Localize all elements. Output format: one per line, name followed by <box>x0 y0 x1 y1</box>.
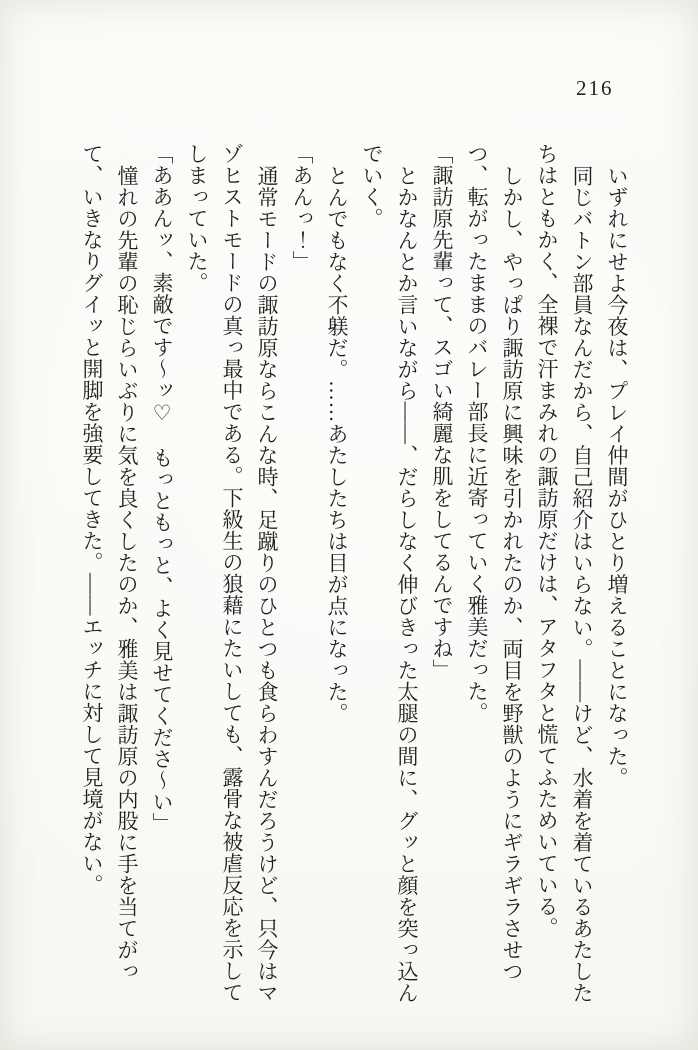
paragraph: 「あんっ！」 <box>290 143 314 272</box>
paragraph: 「ああんッ、素敵です〜ッ♡ もっともっと、よく見せてくださ〜い」 <box>150 143 174 834</box>
page-number: 216 <box>576 76 614 100</box>
text-body <box>74 143 634 1015</box>
paragraph: しかし、やっぱり諏訪原に興味を引かれたのか、両目を野獣のようにギラギラさせつつ、転がったままのバレー部長に近寄っていく雅美だった。 <box>465 143 524 982</box>
paragraph: 同じバトン部員なんだから、自己紹介はいらない。――けど、水着を着ているあたしたちはともかく、全裸で汗まみれの諏訪原だけは、アタフタと慌てふためいている。 <box>535 143 594 1004</box>
paragraph: 「諏訪原先輩って、スゴい綺麗な肌をしてるんですね」 <box>430 143 454 681</box>
paragraph: 通常モードの諏訪原ならこんな時、足蹴りのひとつも食らわすんだろうけど、只今はマゾヒストモードの真っ最中である。下級生の狼藉にたいしても、露骨な被虐反応を示してしまっていた。 <box>185 143 279 1004</box>
paragraph: とんでもなく不躾だ。……あたしたちは目が点になった。 <box>325 165 349 724</box>
paragraph: 憧れの先輩の恥じらいぶりに気を良くしたのか、雅美は諏訪原の内股に手を当てがって、いきなりグイッと開脚を強要してきた。――エッチに対して見境がない。 <box>80 143 139 982</box>
paragraph: いずれにせよ今夜は、プレイ仲間がひとり増えることになった。 <box>605 165 629 789</box>
paragraph: とかなんとか言いながら――、だらしなく伸びきった太腿の間に、グッと顔を突っ込んでいく。 <box>360 143 419 1004</box>
